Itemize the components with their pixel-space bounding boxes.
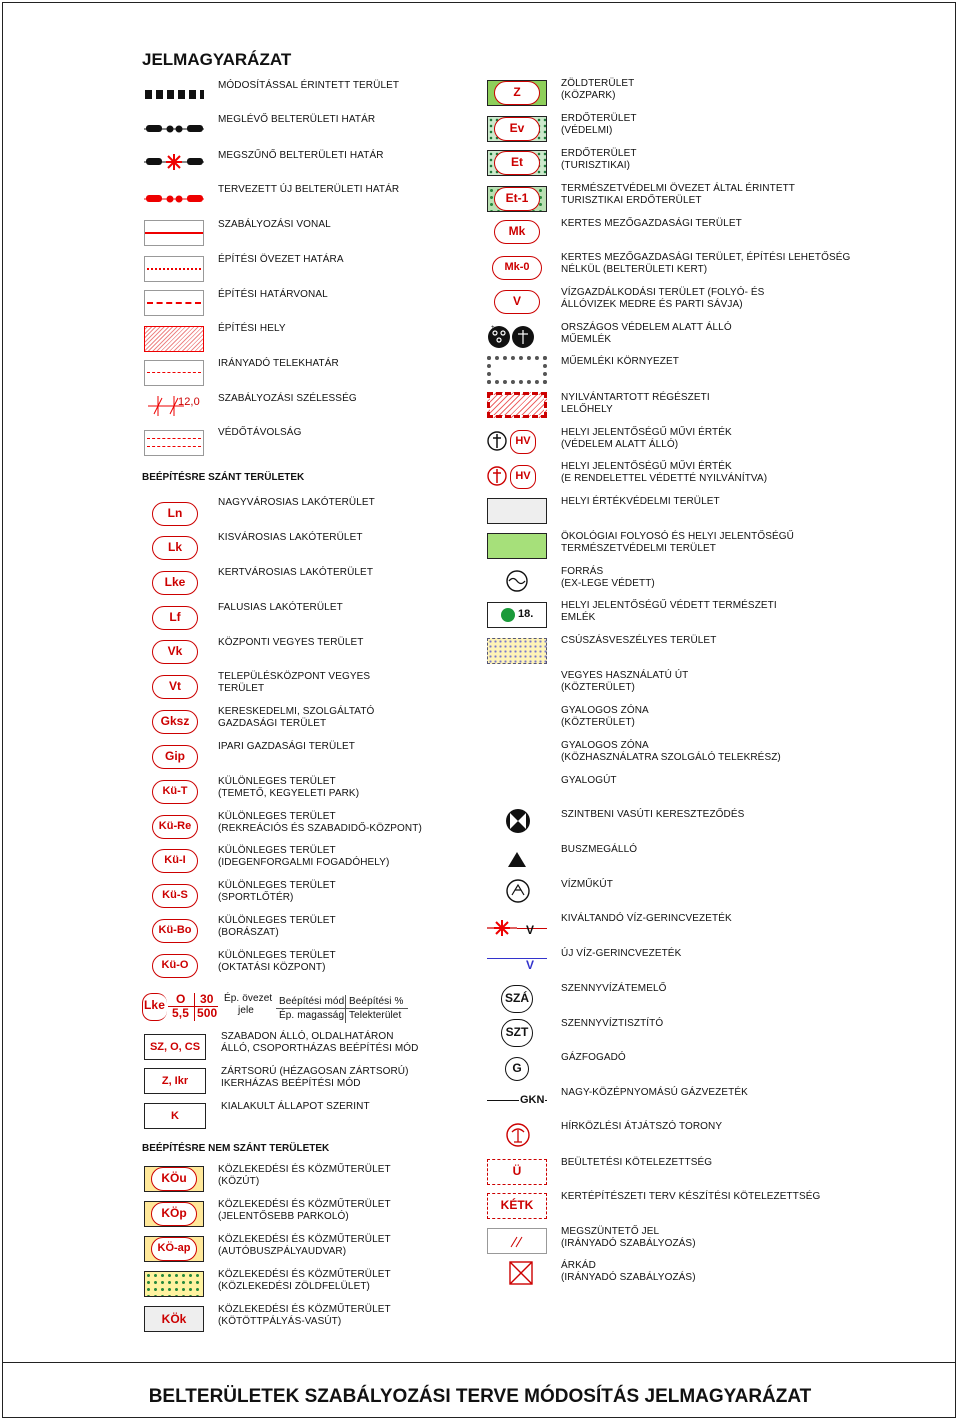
right-label: HELYI JELENTŐSÉGŰ MŰVI ÉRTÉK <box>561 461 732 472</box>
landscape-plan-symbol: KÉTK <box>487 1193 547 1219</box>
right-label: (KÖZTERÜLET) <box>561 682 635 693</box>
zone-key-caption: Beépítési mód <box>279 996 345 1007</box>
right-code: SZÁ <box>501 985 533 1013</box>
transport-label: KÖZLEKEDÉSI ÉS KÖZMŰTERÜLET <box>218 1199 391 1210</box>
right-symbol-forest-tourist <box>487 150 547 176</box>
right-label: GÁZFOGADÓ <box>561 1052 626 1063</box>
right-label: ÖKOLÓGIAI FOLYOSÓ ÉS HELYI JELENTŐSÉGŰ <box>561 531 794 542</box>
right-label: HELYI JELENTŐSÉGŰ MŰVI ÉRTÉK <box>561 427 732 438</box>
transport-box <box>144 1166 204 1192</box>
left-line-label: ÉPÍTÉSI ÖVEZET HATÁRA <box>218 254 344 265</box>
zone-key-code: Lke <box>144 998 165 1012</box>
zone-label: KÜLÖNLEGES TERÜLET <box>218 915 336 926</box>
right-label: ZÖLDTERÜLET <box>561 78 635 89</box>
zone-label: (BORÁSZAT) <box>218 927 279 938</box>
transport-label: (KÖZLEKEDÉSI ZÖLDFELÜLET) <box>218 1281 370 1292</box>
zone-key-caption: Beépítési % <box>349 996 404 1007</box>
right-symbol-garden <box>487 218 547 246</box>
left-line-label: MÓDOSÍTÁSSAL ÉRINTETT TERÜLET <box>218 80 400 91</box>
right-label: BUSZMEGÁLLÓ <box>561 844 638 855</box>
mode-label: SZABADON ÁLLÓ, OLDALHATÁRON <box>221 1031 394 1042</box>
transport-code: KÖ-ap <box>151 1237 197 1261</box>
transport-label: (KÖTÖTTPÁLYÁS-VASÚT) <box>218 1316 342 1327</box>
transport-code: KÖp <box>151 1202 197 1226</box>
right-label: KERTÉPÍTÉSZETI TERV KÉSZÍTÉSI KÖTELEZETTSÉG <box>561 1191 821 1202</box>
transport-label: (JELENTŐSEBB PARKOLÓ) <box>218 1211 349 1222</box>
right-label: SZENNYVÍZTISZTÍTÓ <box>561 1018 664 1029</box>
right-label: NYILVÁNTARTOTT RÉGÉSZETI <box>561 392 710 403</box>
right-label: (KÖZHASZNÁLATRA SZOLGÁLÓ TELEKRÉSZ) <box>561 752 781 763</box>
right-code: 18. <box>518 608 534 620</box>
zone-boundary-symbol <box>144 256 204 282</box>
treatment-plant-symbol <box>487 1019 547 1047</box>
right-symbol-park <box>487 80 547 106</box>
monument-environment-symbol <box>487 356 547 384</box>
right-label: (EX-LEGE VÉDETT) <box>561 578 655 589</box>
right-label: (IRÁNYADÓ SZABÁLYOZÁS) <box>561 1272 696 1283</box>
zone-key-caption: jele <box>238 1005 254 1016</box>
left-line-label: MEGLÉVŐ BELTERÜLETI HATÁR <box>218 114 376 125</box>
right-label: VEGYES HASZNÁLATÚ ÚT <box>561 670 689 681</box>
transport-box <box>144 1271 204 1297</box>
right-label: ÚJ VÍZ-GERINCVEZETÉK <box>561 948 682 959</box>
zone-label: TERÜLET <box>218 683 265 694</box>
transport-box <box>144 1201 204 1227</box>
right-code: Mk <box>494 220 540 244</box>
zone-code: Ln <box>152 502 198 526</box>
zone-label: GAZDASÁGI TERÜLET <box>218 718 327 729</box>
zone-label: (SPORTLŐTÉR) <box>218 892 294 903</box>
right-label: LELŐHELY <box>561 404 613 415</box>
right-label: MEGSZÜNTETŐ JEL <box>561 1226 660 1237</box>
right-code: HV <box>510 465 536 489</box>
right-label: KERTES MEZŐGAZDASÁGI TERÜLET, ÉPÍTÉSI LEHETŐSÉG <box>561 252 851 263</box>
zone-code: Kü-S <box>152 884 198 908</box>
right-code: Et-1 <box>494 187 540 211</box>
telecom-tower-icon <box>505 1122 531 1148</box>
right-label: TERMÉSZETVÉDELMI TERÜLET <box>561 543 717 554</box>
zone-label: TELEPÜLÉSKÖZPONT VEGYES <box>218 671 371 682</box>
water-well-icon <box>505 878 531 904</box>
zone-key-plot: 500 <box>197 1006 218 1020</box>
right-label: MŰEMLÉKI KÖRNYEZET <box>561 356 679 367</box>
transport-label: (KÖZÚT) <box>218 1176 260 1187</box>
zone-code: Kü-O <box>152 954 198 978</box>
archaeological-site-symbol <box>487 392 547 418</box>
zone-code: Gip <box>152 745 198 769</box>
section-unbuilt-heading: BEÉPÍTÉSRE NEM SZÁNT TERÜLETEK <box>142 1143 330 1154</box>
left-line-label: VÉDŐTÁVOLSÁG <box>218 427 302 438</box>
right-code: Mk-0 <box>492 256 542 280</box>
abolished-boundary-symbol <box>144 150 204 176</box>
right-code: V <box>494 290 540 314</box>
modified-area-symbol <box>144 86 204 106</box>
right-label: ÁRKÁD <box>561 1260 596 1271</box>
right-symbol-forest <box>487 116 547 142</box>
transport-label: KÖZLEKEDÉSI ÉS KÖZMŰTERÜLET <box>218 1304 391 1315</box>
left-line-label: MEGSZŰNŐ BELTERÜLETI HATÁR <box>218 150 384 161</box>
cancel-mark-icon <box>509 1233 525 1249</box>
zone-code: Kü-Re <box>152 815 198 839</box>
transport-label: KÖZLEKEDÉSI ÉS KÖZMŰTERÜLET <box>218 1164 391 1175</box>
zone-key-bracket <box>142 993 167 1021</box>
water-main-replace-icon <box>487 916 517 940</box>
zone-label: (REKREÁCIÓS ÉS SZABADIDŐ-KÖZPONT) <box>218 823 422 834</box>
right-code: HV <box>510 430 536 454</box>
right-label: (IRÁNYADÓ SZABÁLYOZÁS) <box>561 1238 696 1249</box>
mode-label: ÁLLÓ, CSOPORTHÁZAS BEÉPÍTÉSI MÓD <box>221 1043 419 1054</box>
railway-crossing-icon <box>505 808 531 834</box>
right-label: GYALOGOS ZÓNA <box>561 740 649 751</box>
right-label: KERTES MEZŐGAZDASÁGI TERÜLET <box>561 218 742 229</box>
zone-code: Vk <box>152 640 198 664</box>
left-line-label: ÉPÍTÉSI HATÁRVONAL <box>218 289 328 300</box>
right-code: G <box>505 1057 529 1081</box>
protection-distance-symbol <box>144 430 204 456</box>
right-label: (E RENDELETTEL VÉDETTÉ NYILVÁNÍTVA) <box>561 473 768 484</box>
transport-box: KÖk <box>144 1306 204 1332</box>
right-label: GYALOGOS ZÓNA <box>561 705 649 716</box>
right-label: (TURISZTIKAI) <box>561 160 631 171</box>
mode-box: Z, Ikr <box>144 1068 206 1094</box>
right-label: (KÖZPARK) <box>561 90 616 101</box>
right-label: TURISZTIKAI ERDŐTERÜLET <box>561 195 702 206</box>
zone-key-mode: O <box>176 992 186 1006</box>
right-symbol-forest-protected <box>487 186 547 212</box>
right-label: GYALOGÚT <box>561 775 617 786</box>
right-label: ORSZÁGOS VÉDELEM ALATT ÁLLÓ <box>561 322 732 333</box>
zone-label: (OKTATÁSI KÖZPONT) <box>218 962 326 973</box>
section-built-heading: BEÉPÍTÉSRE SZÁNT TERÜLETEK <box>142 472 305 483</box>
zone-code: Kü-Bo <box>152 919 198 943</box>
building-place-symbol <box>144 326 204 352</box>
right-label: MŰEMLÉK <box>561 334 612 345</box>
zone-label: KISVÁROSIAS LAKÓTERÜLET <box>218 532 363 543</box>
right-label: TERMÉSZETVÉDELMI ÖVEZET ÁLTAL ÉRINTETT <box>561 183 796 194</box>
zone-code: Gksz <box>152 710 198 734</box>
regulation-line-symbol <box>144 220 204 246</box>
spring-icon <box>505 569 529 593</box>
right-code: V <box>526 958 535 972</box>
mode-label: ZÁRTSORÚ (HÉZAGOSAN ZÁRTSORÚ) <box>221 1066 409 1077</box>
zone-key-caption: Telekterület <box>349 1010 402 1021</box>
zone-code: Vt <box>152 675 198 699</box>
zone-label: IPARI GAZDASÁGI TERÜLET <box>218 741 355 752</box>
transport-label: KÖZLEKEDÉSI ÉS KÖZMŰTERÜLET <box>218 1269 391 1280</box>
right-code: SZT <box>501 1019 533 1047</box>
right-code: GKN <box>520 1094 545 1106</box>
mode-label: KIALAKULT ÁLLAPOT SZERINT <box>221 1101 370 1112</box>
tree-dot-icon <box>498 605 518 625</box>
footer-title: BELTERÜLETEK SZABÁLYOZÁSI TERVE MÓDOSÍTÁS JELMAGYARÁZAT <box>148 1386 812 1407</box>
zone-code: Kü-I <box>152 849 198 873</box>
right-symbol-water <box>487 288 547 316</box>
pump-station-symbol <box>487 985 547 1013</box>
monument-icon <box>487 324 547 350</box>
zone-label: FALUSIAS LAKÓTERÜLET <box>218 602 343 613</box>
building-line-symbol <box>144 290 204 316</box>
zone-key-caption: Ép. magasság <box>279 1010 345 1021</box>
right-label: VÍZGAZDÁLKODÁSI TERÜLET (FOLYÓ- ÉS <box>561 287 765 298</box>
transport-box <box>144 1236 204 1262</box>
right-code: V <box>526 923 535 937</box>
zone-label: KERTVÁROSIAS LAKÓTERÜLET <box>218 567 374 578</box>
right-label: ERDŐTERÜLET <box>561 113 637 124</box>
arcade-icon <box>509 1261 533 1285</box>
right-label: VÍZMŰKÚT <box>561 879 613 890</box>
svg-text:+: + <box>491 325 495 331</box>
transport-label: (AUTÓBUSZPÁLYAUDVAR) <box>218 1246 347 1257</box>
ecological-corridor-symbol <box>487 533 547 559</box>
zone-key-height: 5,5 <box>172 1006 189 1020</box>
zone-label: KÜLÖNLEGES TERÜLET <box>218 880 336 891</box>
mode-box: K <box>144 1103 206 1129</box>
right-label: EMLÉK <box>561 612 596 623</box>
planned-boundary-symbol <box>144 190 204 210</box>
zone-label: (IDEGENFORGALMI FOGADÓHELY) <box>218 857 390 868</box>
local-value-new-icon <box>487 463 507 489</box>
right-label: (VÉDELMI) <box>561 125 613 136</box>
landslide-area-symbol <box>487 638 547 664</box>
mode-box: SZ, O, CS <box>144 1034 206 1060</box>
right-label: HÍRKÖZLÉSI ÁTJÁTSZÓ TORONY <box>561 1121 723 1132</box>
right-code: Z <box>494 81 540 105</box>
right-label: ERDŐTERÜLET <box>561 148 637 159</box>
right-code: Et <box>494 151 540 175</box>
regulation-width-value: 12,0 <box>178 396 200 408</box>
right-code: Ev <box>494 117 540 141</box>
zone-code: Lk <box>152 536 198 560</box>
right-label: HELYI JELENTŐSÉGŰ VÉDETT TERMÉSZETI <box>561 600 777 611</box>
right-label: (VÉDELEM ALATT ÁLLÓ) <box>561 439 679 450</box>
right-label: KIVÁLTANDÓ VÍZ-GERINCVEZETÉK <box>561 913 732 924</box>
right-label: HELYI ÉRTÉKVÉDELMI TERÜLET <box>561 496 720 507</box>
zone-label: KÜLÖNLEGES TERÜLET <box>218 845 336 856</box>
right-label: NÉLKÜL (BELTERÜLETI KERT) <box>561 264 708 275</box>
right-symbol-garden-nobuild <box>487 254 547 282</box>
legend-title: JELMAGYARÁZAT <box>142 50 292 69</box>
left-line-label: TERVEZETT ÚJ BELTERÜLETI HATÁR <box>218 184 400 195</box>
mode-label: IKERHÁZAS BEÉPÍTÉSI MÓD <box>221 1078 361 1089</box>
left-line-label: SZABÁLYOZÁSI VONAL <box>218 219 331 230</box>
right-label: SZENNYVÍZÁTEMELŐ <box>561 983 667 994</box>
right-label: FORRÁS <box>561 566 604 577</box>
gas-receiver-symbol <box>487 1055 547 1083</box>
zone-label: NAGYVÁROSIAS LAKÓTERÜLET <box>218 497 375 508</box>
new-water-main-line <box>487 958 547 959</box>
zone-key-percent: 30 <box>200 992 214 1006</box>
zone-label: KÜLÖNLEGES TERÜLET <box>218 950 336 961</box>
zone-label: KÜLÖNLEGES TERÜLET <box>218 811 336 822</box>
local-value-area-symbol <box>487 498 547 524</box>
transport-code: KÖu <box>151 1167 197 1191</box>
zone-code: Lke <box>152 571 198 595</box>
footer-separator <box>2 1362 956 1363</box>
zone-code: Lf <box>152 606 198 630</box>
zone-label: KÖZPONTI VEGYES TERÜLET <box>218 637 364 648</box>
right-label: (KÖZTERÜLET) <box>561 717 635 728</box>
zone-label: KÜLÖNLEGES TERÜLET <box>218 776 336 787</box>
indicative-plot-boundary-symbol <box>144 360 204 386</box>
bus-stop-icon <box>507 850 527 868</box>
left-line-label: IRÁNYADÓ TELEKHATÁR <box>218 358 339 369</box>
right-label: SZINTBENI VASÚTI KERESZTEZŐDÉS <box>561 809 745 820</box>
zone-code: Kü-T <box>152 780 198 804</box>
planting-obligation-symbol: Ü <box>487 1159 547 1185</box>
left-line-label: SZABÁLYOZÁSI SZÉLESSÉG <box>218 393 357 404</box>
local-value-icon <box>487 428 507 454</box>
right-label: CSÚSZÁSVESZÉLYES TERÜLET <box>561 635 717 646</box>
zone-label: KERESKEDELMI, SZOLGÁLTATÓ <box>218 706 375 717</box>
left-line-label: ÉPÍTÉSI HELY <box>218 323 286 334</box>
right-label: NAGY-KÖZÉPNYOMÁSÚ GÁZVEZETÉK <box>561 1087 748 1098</box>
zone-label: (TEMETŐ, KEGYELETI PARK) <box>218 788 360 799</box>
transport-label: KÖZLEKEDÉSI ÉS KÖZMŰTERÜLET <box>218 1234 391 1245</box>
right-label: ÁLLÓVIZEK MEDRE ÉS PARTI SÁVJA) <box>561 299 743 310</box>
existing-boundary-symbol <box>144 120 204 140</box>
right-label: BEÜLTETÉSI KÖTELEZETTSÉG <box>561 1157 713 1168</box>
zone-key-caption: Ép. övezet <box>224 993 273 1004</box>
